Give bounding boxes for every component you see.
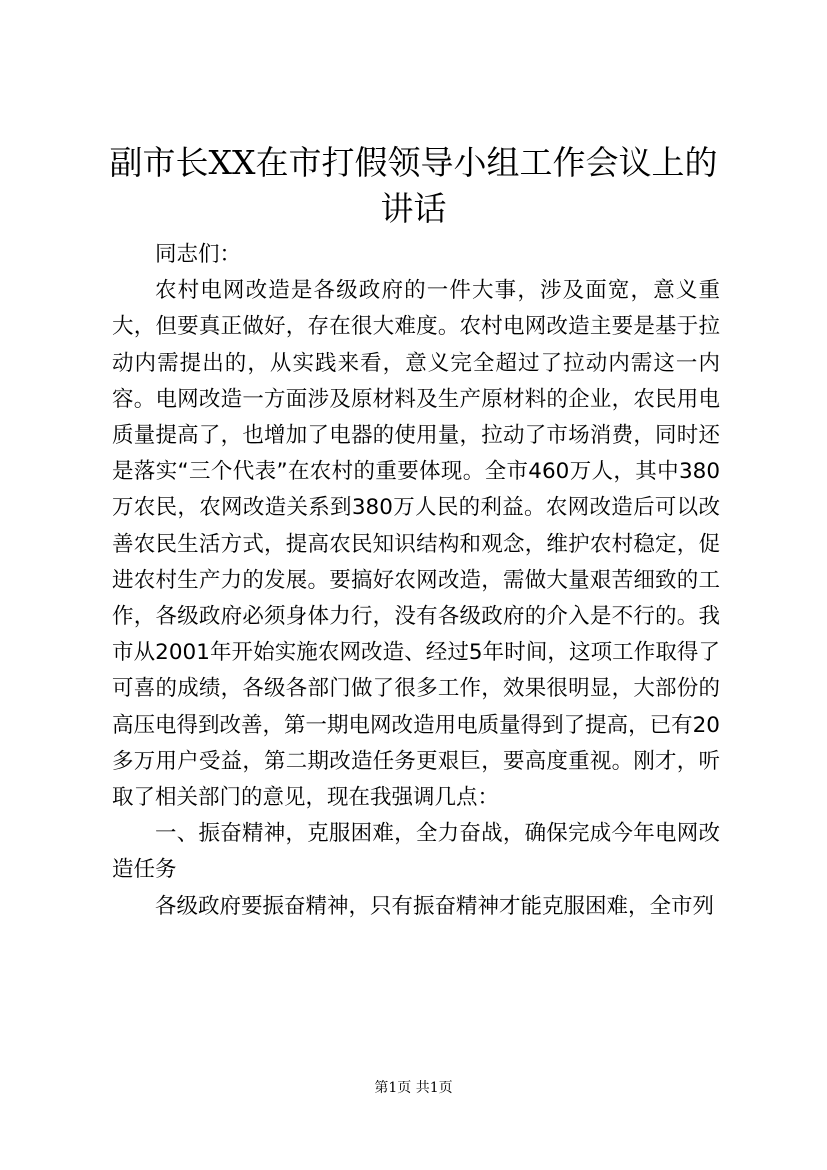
page-footer: 第1页 共1页 [374, 1080, 453, 1096]
paragraph-2: 各级政府要振奋精神，只有振奋精神才能克服困难，全市列 [155, 893, 715, 919]
section-heading-1: 一、振奋精神，克服困难，全力奋战，确保完成今年电网改造任务 [112, 821, 720, 883]
greeting: 同志们： [155, 242, 242, 267]
paragraph-1: 农村电网改造是各级政府的一件大事，涉及面宽，意义重大，但要真正做好，存在很大难度。农村电网改造主要是基于拉动内需提出的，从实践来看，意义完全超过了拉动内需这一内容。电网改造一方面涉及原材料及生产原材料的企业，农民用电质量提高了，也增加了电器的使用量，拉动了市场消费，同时还是落实“三个代表”在农村的重要体现。全市460万人，其中380万农民，农网改造关系到380万人民的利益。农网改造后可以改善农民生活方式，提高农民知识结构和观念，维护农村稳定，促进农村生产力的发展。要搞好农网改造，需做大量艰苦细致的工作，各级政府必须身体力行，没有各级政府的介入是不行的。我市从2001年开始实施农网改造、经过5年时间，这项工作取得了可喜的成绩，各级各部门做了很多工作，效果很明显，大部份的高压电得到改善，第一期电网改造用电质量得到了提高，已有20多万用户受益，第二期改造任务更艰巨，要高度重视。刚才，听取了相关部门的意见，现在我强调几点： [112, 278, 720, 811]
document-title: 副市长XX在市打假领导小组工作会议上的讲话 [109, 143, 718, 228]
document-body [112, 237, 720, 925]
